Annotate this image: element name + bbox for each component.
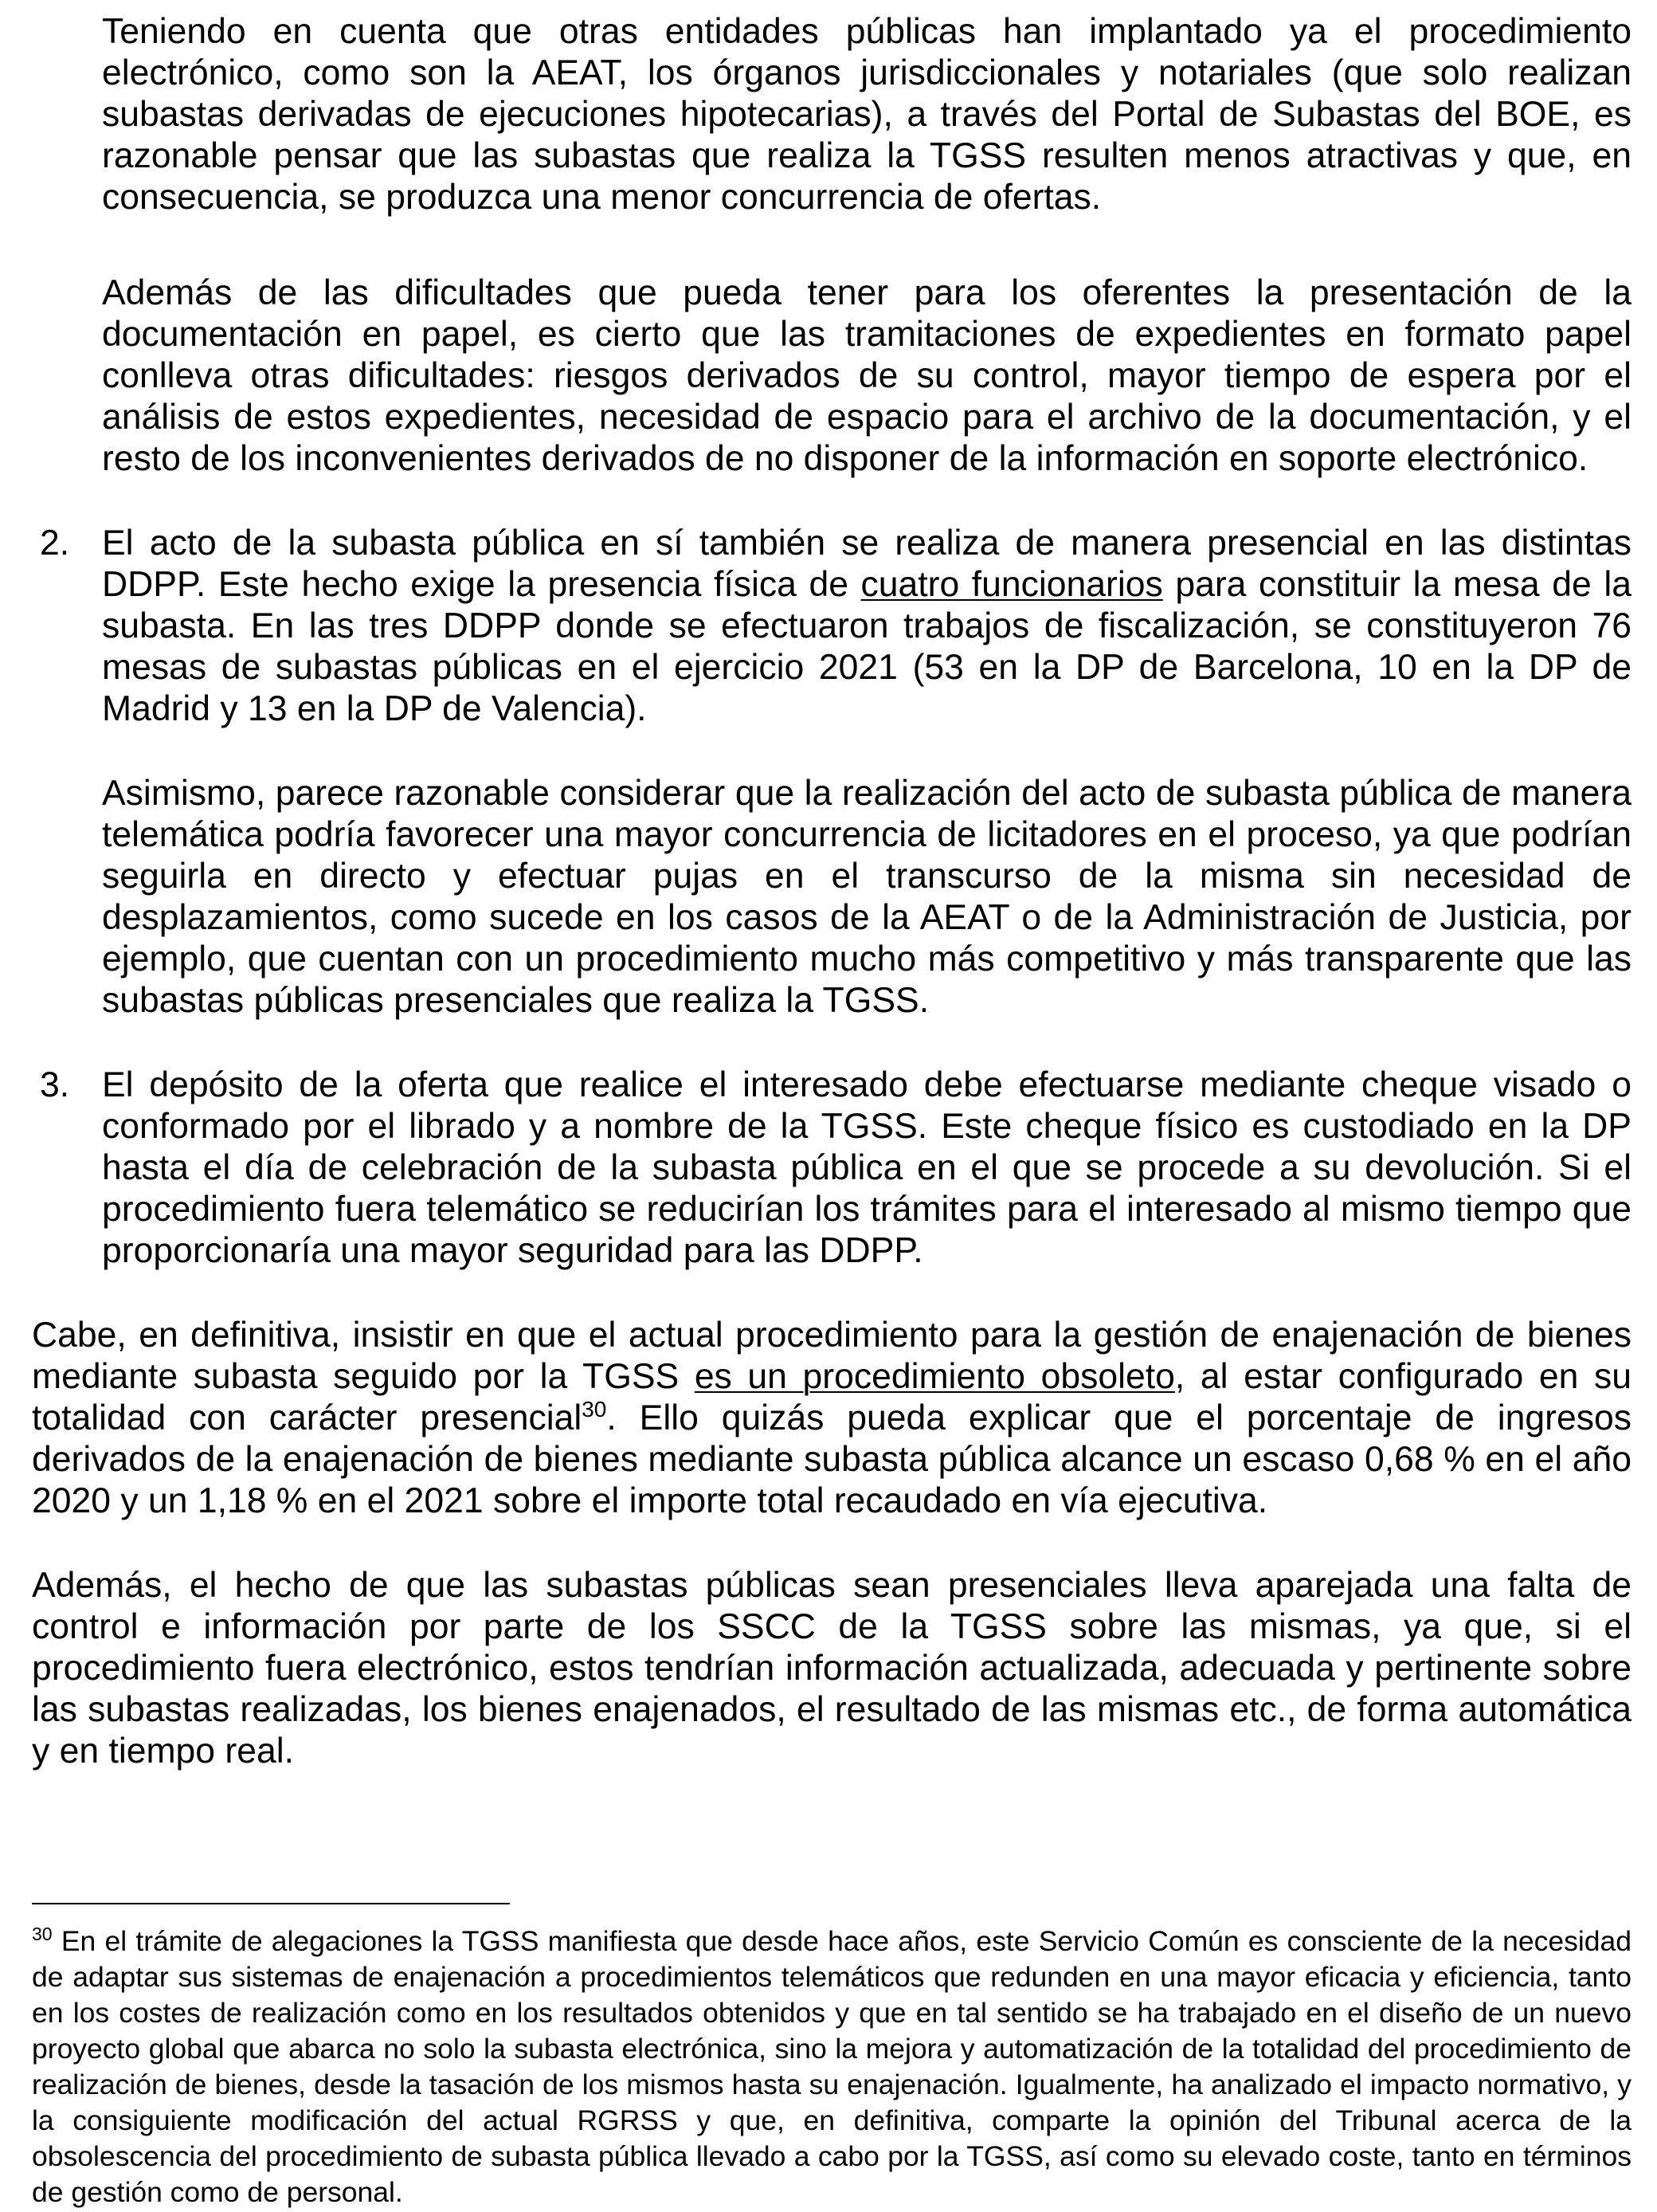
footnote-number: 30 bbox=[32, 1924, 53, 1944]
footnote-separator bbox=[32, 1903, 510, 1904]
footnote-text: En el trámite de alegaciones la TGSS manifiesta que desde hace años, este Servicio Común es consciente de la necesidad de adaptar sus sistemas de enajenación a procedimientos telemáticos que redunden en una mayor eficacia y eficiencia, tanto en los costes de realización como en los resultados obtenidos y que en tal sentido se ha trabajado en el diseño de un nuevo proyecto global que abarca no solo la subasta electrónica, sino la mejora y automatización de la totalidad del procedimiento de realización de bienes, desde la tasación de los mismos hasta su enajenación. Igualmente, ha analizado el impacto normativo, y la consiguiente modificación del actual RGRSS y que, en definitiva, comparte la opinión del Tribunal acerca de la obsolescencia del procedimiento de subasta pública llevado a cabo por la TGSS, así como su elevado coste, tanto en términos de gestión como de personal. bbox=[32, 1925, 1632, 2208]
numbered-item-3 bbox=[40, 1065, 1632, 1272]
item-3-text: El depósito de la oferta que realice el interesado debe efectuarse mediante cheque visado o conformado por el librado y a nombre de la TGSS. Este cheque físico es custodiado en la DP hasta el día de celebración de la subasta pública en el que se procede a su devolución. Si el procedimiento fuera telemático se reducirían los trámites para el interesado al mismo tiempo que proporcionaría una mayor seguridad para las DDPP. bbox=[102, 1065, 1632, 1270]
paragraph-documentacion-papel: Además de las dificultades que pueda tener para los oferentes la presentación de la documentación en papel, es cierto que las tramitaciones de expedientes en formato papel conlleva otras dificultades: riesgos derivados de su control, mayor tiempo de espera por el análisis de estos expedientes, necesidad de espacio para el archivo de la documentación, y el resto de los inconvenientes derivados de no disponer de la información en soporte electrónico. bbox=[102, 273, 1632, 478]
item-2-text-end: para constituir la mesa de la subasta. En las tres DDPP donde se efectuaron trabajos de fiscalización, se constituyeron 76 mesas de subastas públicas en el ejercicio 2021 (53 en la DP de Barcelona, 10 en la DP de Madrid y 13 en la DP de Valencia). bbox=[102, 565, 1632, 728]
underlined-procedimiento-obsoleto: es un procedimiento obsoleto bbox=[694, 1357, 1175, 1396]
p4-text-start: Cabe, en definitiva, insistir en que el actual procedimiento para la gestión de enajenación de bienes mediante subasta seguido por la TGSS bbox=[32, 1316, 1632, 1396]
paragraph-procedimiento-obsoleto bbox=[32, 1315, 1632, 1522]
paragraph-falta-control: Además, el hecho de que las subastas públicas sean presenciales lleva aparejada una falta de control e información por parte de los SSCC de la TGSS sobre las mismas, ya que, si el procedimiento fuera electrónico, estos tendrían información actualizada, adecuada y pertinente sobre las subastas realizadas, los bienes enajenados, el resultado de las mismas etc., de forma automática y en tiempo real. bbox=[32, 1566, 1632, 1771]
underlined-cuatro-funcionarios: cuatro funcionarios bbox=[860, 565, 1163, 604]
footnote-30 bbox=[32, 1924, 1632, 2210]
item-number: 3. bbox=[40, 1065, 70, 1104]
numbered-item-2 bbox=[40, 523, 1632, 730]
paragraph-acto-telematico: Asimismo, parece razonable considerar que la realización del acto de subasta pública de manera telemática podría favorecer una mayor concurrencia de licitadores en el proceso, ya que podrían seguirla en directo y efectuar pujas en el transcurso de la misma sin necesidad de desplazamientos, como sucede en los casos de la AEAT o de la Administración de Justicia, por ejemplo, que cuentan con un procedimiento mucho más competitivo y más transparente que las subastas públicas presenciales que realiza la TGSS. bbox=[102, 774, 1632, 1020]
footnote-reference-30[interactable]: 30 bbox=[582, 1397, 607, 1422]
item-number: 2. bbox=[40, 524, 70, 563]
p4-text-middle: , al estar configurado en su totalidad con carácter presencial bbox=[32, 1357, 1632, 1437]
p4-text-end: . Ello quizás pueda explicar que el porcentaje de ingresos derivados de la enajenación de bienes mediante subasta pública alcance un escaso 0,68 % en el año 2020 y un 1,18 % en el 2021 sobre el importe total recaudado en vía ejecutiva. bbox=[32, 1398, 1632, 1520]
item-2-text-start: El acto de la subasta pública en sí también se realiza de manera presencial en las distintas DDPP. Este hecho exige la presencia física de bbox=[102, 524, 1632, 604]
paragraph-portal-subastas: Teniendo en cuenta que otras entidades públicas han implantado ya el procedimiento electrónico, como son la AEAT, los órganos jurisdiccionales y notariales (que solo realizan subastas derivadas de ejecuciones hipotecarias), a través del Portal de Subastas del BOE, es razonable pensar que las subastas que realiza la TGSS resulten menos atractivas y que, en consecuencia, se produzca una menor concurrencia de ofertas. bbox=[102, 12, 1632, 217]
